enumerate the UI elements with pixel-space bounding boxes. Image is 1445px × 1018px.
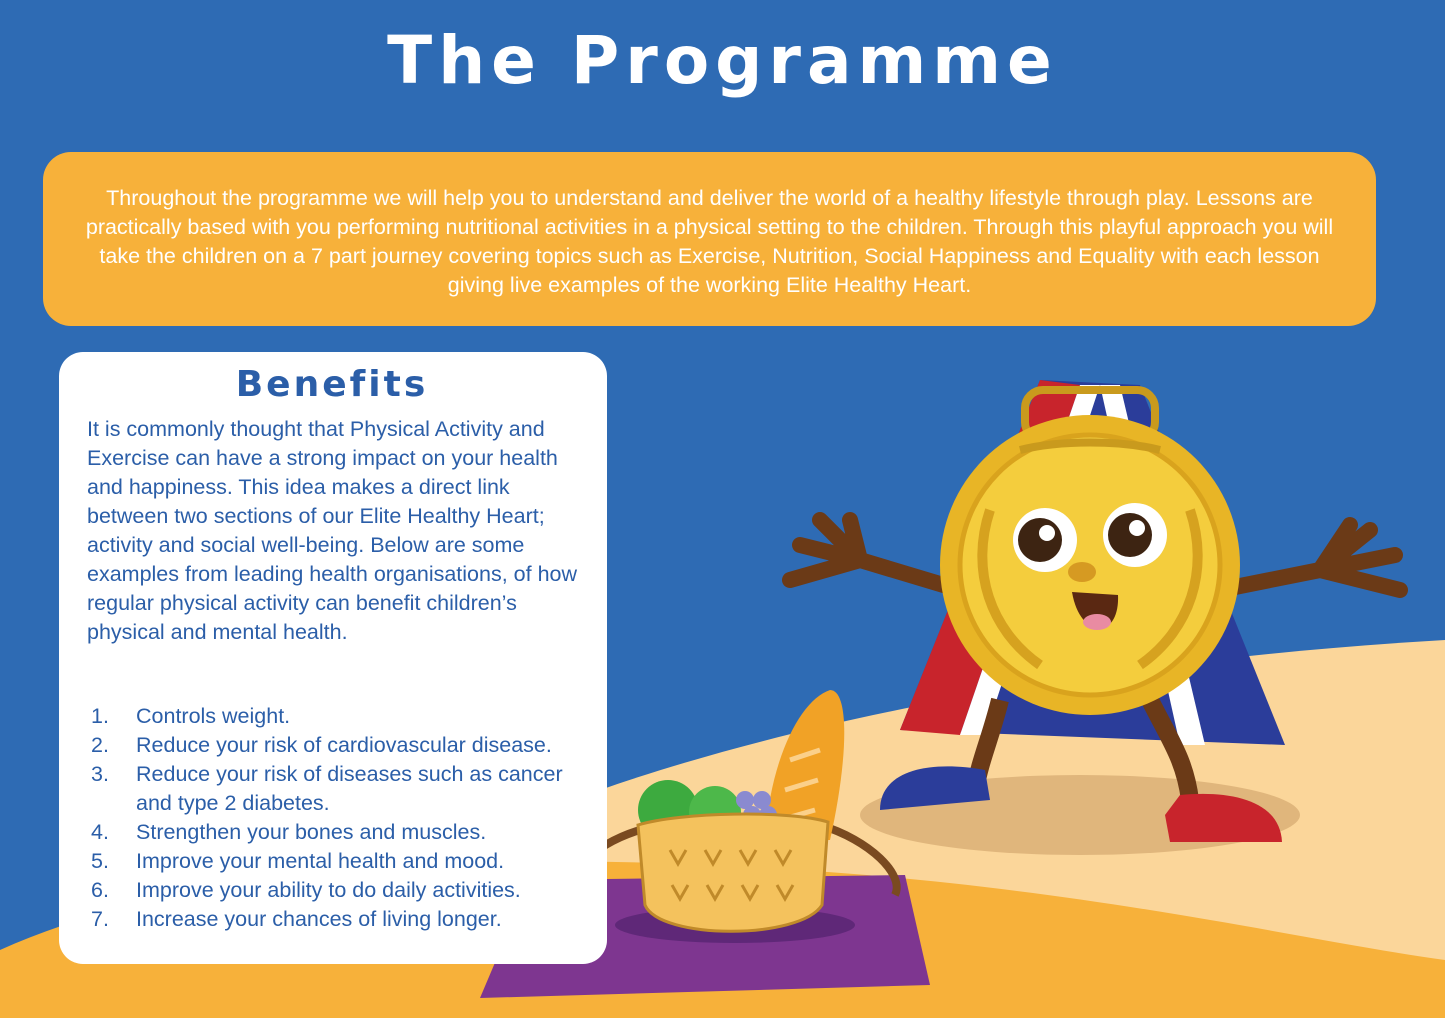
list-item-number: 6.	[91, 878, 109, 902]
list-item	[87, 760, 593, 818]
list-item-text: Reduce your risk of cardiovascular disease.	[136, 733, 552, 757]
list-item	[87, 847, 593, 876]
left-arm	[790, 520, 960, 590]
benefits-heading: Benefits	[235, 364, 429, 405]
benefits-card	[59, 352, 607, 964]
list-item-number: 2.	[91, 733, 109, 757]
list-item	[87, 905, 593, 934]
list-item	[87, 818, 593, 847]
list-item-text: Strengthen your bones and muscles.	[136, 820, 487, 844]
list-item-number: 1.	[91, 704, 109, 728]
benefits-list	[87, 702, 593, 934]
list-item-text: Increase your chances of living longer.	[136, 907, 502, 931]
list-item-number: 3.	[91, 762, 109, 786]
list-item-text: Reduce your risk of diseases such as cancer and type 2 diabetes.	[136, 762, 563, 815]
list-item	[87, 731, 593, 760]
list-item-text: Improve your mental health and mood.	[136, 849, 505, 873]
list-item	[87, 876, 593, 905]
list-item-text: Controls weight.	[136, 704, 291, 728]
list-item-number: 7.	[91, 907, 109, 931]
right-arm	[1220, 525, 1400, 590]
nose-icon	[1068, 562, 1096, 582]
intro-banner: Throughout the programme we will help you to understand and deliver the world of a healthy lifestyle through play. Lessons are practically based with you performing nutritional activities in a physical setting to the children. Through this playful approach you will take the children on a 7 part journey covering topics such as Exercise, Nutrition, Social Happiness and Equality with each lesson giving live examples of the working Elite Healthy Heart.	[43, 152, 1376, 326]
page-title: The Programme	[387, 22, 1058, 99]
list-item-number: 4.	[91, 820, 109, 844]
basket-icon	[638, 814, 828, 931]
list-item-text: Improve your ability to do daily activities.	[136, 878, 521, 902]
list-item	[87, 702, 593, 731]
benefits-paragraph: It is commonly thought that Physical Activity and Exercise can have a strong impact on your health and happiness. This idea makes a direct link between two sections of our Elite Healthy Heart; activity and social well-being. Below are some examples from leading health organisations, of how regular physical activity can benefit children’s physical and mental health.	[87, 417, 578, 644]
list-item-number: 5.	[91, 849, 109, 873]
